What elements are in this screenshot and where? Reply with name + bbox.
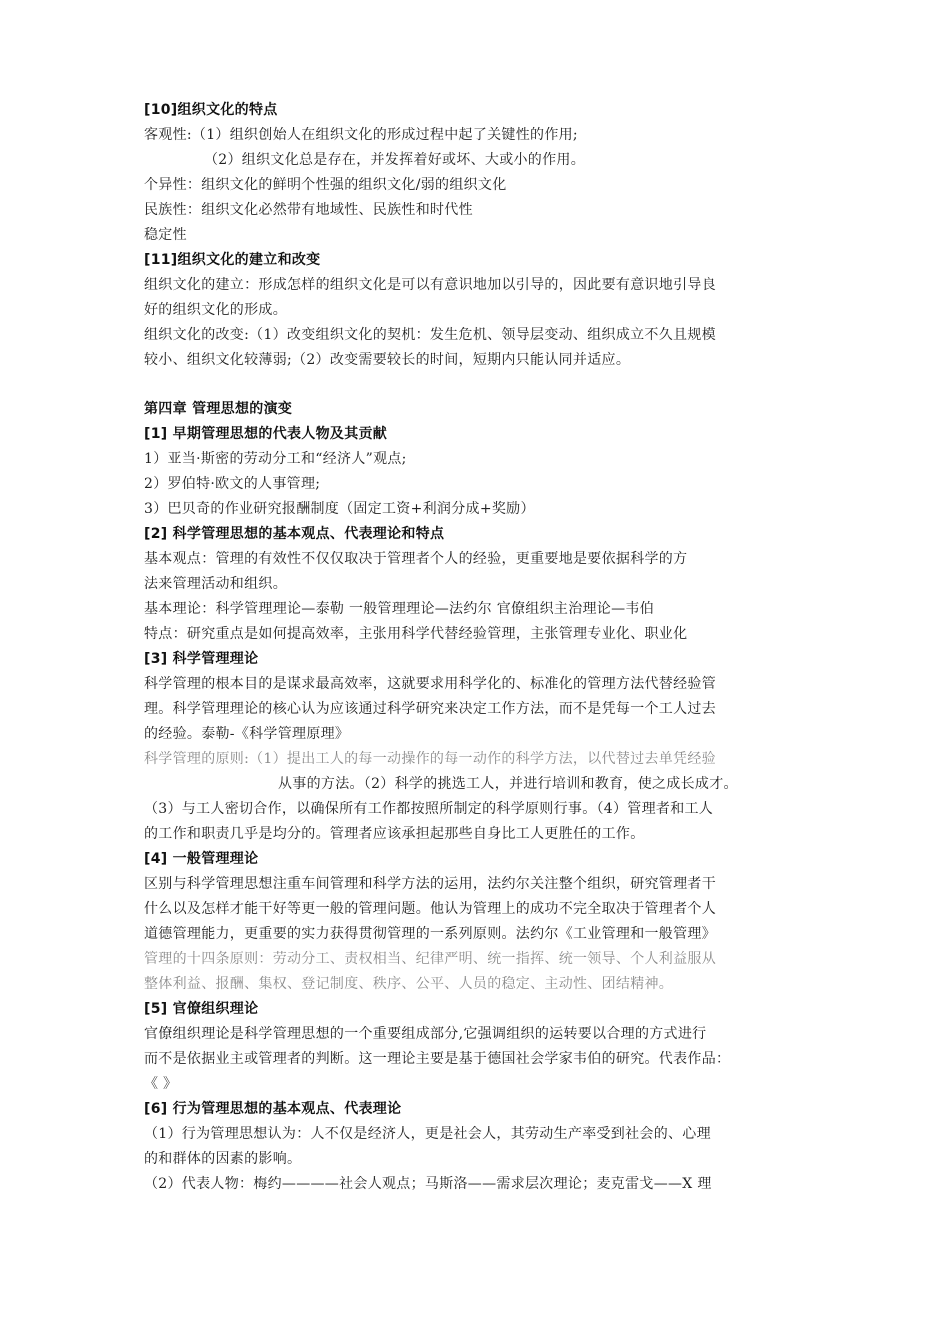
text-line: 理。科学管理理论的核心认为应该通过科学研究来决定工作方法，而不是凭每一个工人过去 [144, 701, 716, 717]
text-line: 较小、组织文化较薄弱;（2）改变需要较长的时间，短期内只能认同并适应。 [144, 352, 631, 368]
text-line: 什么以及怎样才能干好等更一般的管理问题。他认为管理上的成功不完全取决于管理者个人 [144, 901, 716, 917]
text-line: 基本理论：科学管理理论—泰勒 一般管理理论—法约尔 官僚组织主治理论—韦伯 [144, 601, 654, 617]
text-line: 民族性：组织文化必然带有地域性、民族性和时代性 [144, 202, 473, 218]
heading-general-management: [4] 一般管理理论 [144, 851, 259, 867]
text-line: 1）亚当·斯密的劳动分工和“经济人”观点; [144, 451, 407, 467]
text-line: （2）代表人物：梅约————社会人观点；马斯洛——需求层次理论；麦克雷戈——X 理 [144, 1176, 712, 1192]
text-line: 整体利益、报酬、集权、登记制度、秩序、公平、人员的稳定、主动性、团结精神。 [144, 976, 674, 992]
text-line: 稳定性 [144, 227, 187, 243]
text-line: 的经验。泰勒-《科学管理原理》 [144, 726, 350, 742]
heading-org-culture-features: [10]组织文化的特点 [144, 102, 278, 118]
heading-scientific-theory: [3] 科学管理理论 [144, 651, 259, 667]
text-line: 科学管理的原则:（1）提出工人的每一动操作的每一动作的科学方法，以代替过去单凭经验 [144, 751, 716, 767]
text-line: 《 》 [144, 1076, 178, 1092]
text-line: 区别与科学管理思想注重车间管理和科学方法的运用，法约尔关注整个组织，研究管理者干 [144, 876, 716, 892]
text-line: 个异性：组织文化的鲜明个性强的组织文化/弱的组织文化 [144, 177, 507, 193]
chapter-title: 第四章 管理思想的演变 [144, 401, 293, 417]
text-line: 客观性:（1）组织创始人在组织文化的形成过程中起了关键性的作用; [144, 127, 578, 143]
heading-early-thought: [1] 早期管理思想的代表人物及其贡献 [144, 426, 388, 442]
text-line: 官僚组织理论是科学管理思想的一个重要组成部分,它强调组织的运转要以合理的方式进行 [144, 1026, 707, 1042]
text-line: 特点：研究重点是如何提高效率，主张用科学代替经验管理，主张管理专业化、职业化 [144, 626, 688, 642]
text-line: （3）与工人密切合作，以确保所有工作都按照所制定的科学原则行事。（4）管理者和工人 [144, 801, 714, 817]
text-line: 管理的十四条原则：劳动分工、责权相当、纪律严明、统一指挥、统一领导、个人利益服从 [144, 951, 716, 967]
heading-bureaucracy: [5] 官僚组织理论 [144, 1001, 259, 1017]
text-line: 从事的方法。（2）科学的挑选工人，并进行培训和教育，使之成长成才。 [278, 776, 738, 792]
text-line: 组织文化的改变:（1）改变组织文化的契机：发生危机、领导层变动、组织成立不久且规模 [144, 327, 716, 343]
text-line: 2）罗伯特·欧文的人事管理; [144, 476, 321, 492]
text-line: 3）巴贝奇的作业研究报酬制度（固定工资+利润分成+奖励） [144, 501, 535, 517]
heading-behavioral: [6] 行为管理思想的基本观点、代表理论 [144, 1101, 402, 1117]
text-line: 基本观点：管理的有效性不仅仅取决于管理者个人的经验，更重要地是要依据科学的方 [144, 551, 688, 567]
text-line: 的和群体的因素的影响。 [144, 1151, 302, 1167]
text-line: （2）组织文化总是存在，并发挥着好或坏、大或小的作用。 [204, 152, 586, 168]
heading-org-culture-change: [11]组织文化的建立和改变 [144, 252, 321, 268]
text-line: （1）行为管理思想认为：人不仅是经济人，更是社会人，其劳动生产率受到社会的、心理 [144, 1126, 711, 1142]
text-line: 科学管理的根本目的是谋求最高效率，这就要求用科学化的、标准化的管理方法代替经验管 [144, 676, 716, 692]
text-line: 组织文化的建立：形成怎样的组织文化是可以有意识地加以引导的，因此要有意识地引导良 [144, 277, 716, 293]
text-line: 法来管理活动和组织。 [144, 576, 287, 592]
heading-scientific-thought: [2] 科学管理思想的基本观点、代表理论和特点 [144, 526, 445, 542]
text-line: 道德管理能力，更重要的实力获得贯彻管理的一系列原则。法约尔《工业管理和一般管理》 [144, 926, 716, 942]
text-line: 好的组织文化的形成。 [144, 302, 287, 318]
text-line: 而不是依据业主或管理者的判断。这一理论主要是基于德国社会学家韦伯的研究。代表作品： [144, 1051, 731, 1067]
text-line: 的工作和职责几乎是均分的。管理者应该承担起那些自身比工人更胜任的工作。 [144, 826, 645, 842]
